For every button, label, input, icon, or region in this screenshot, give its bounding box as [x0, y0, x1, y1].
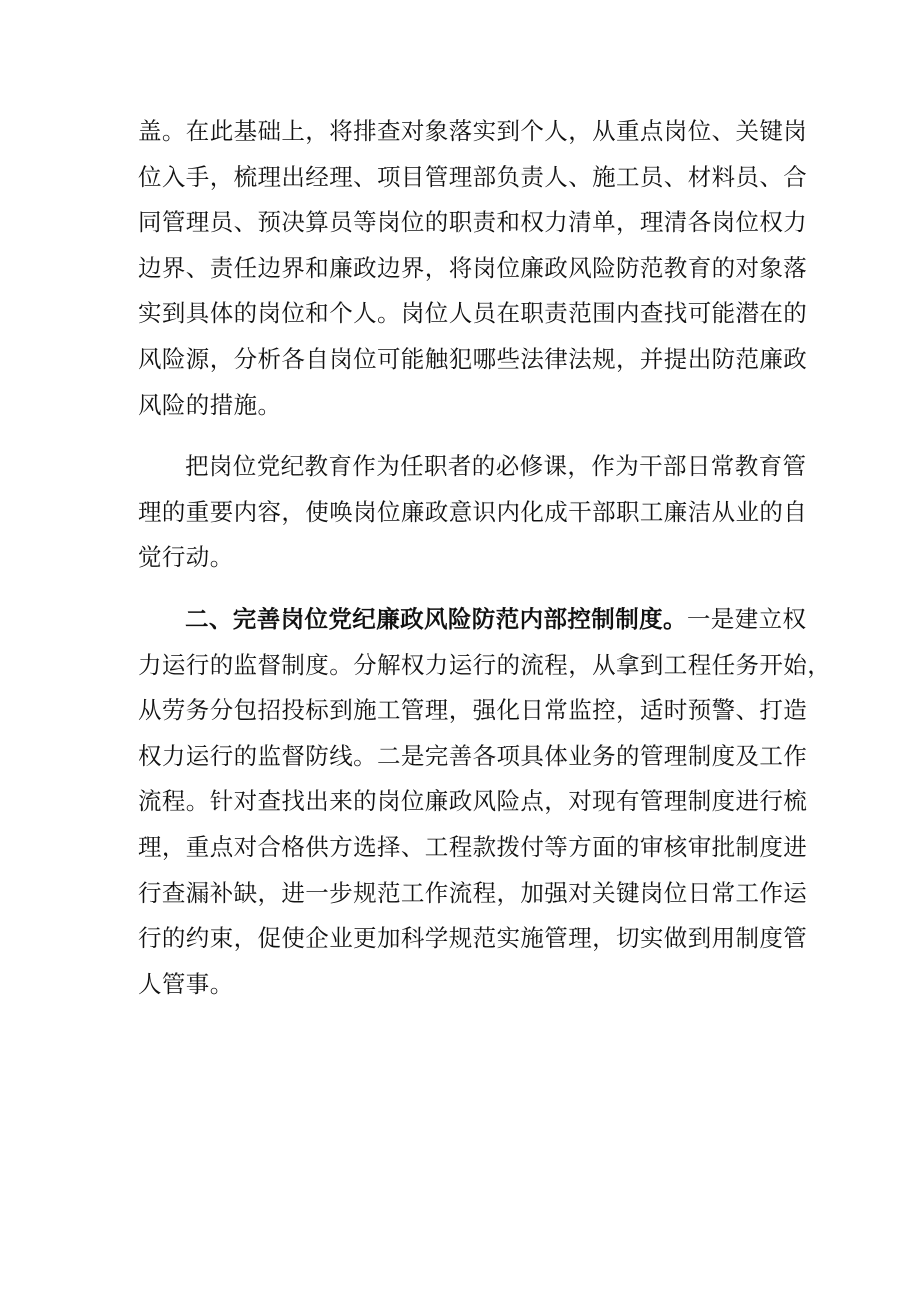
text-line: 流程。针对查找出来的岗位廉政风险点，对现有管理制度进行梳	[138, 787, 808, 816]
text-line: 力运行的监督制度。分解权力运行的流程，从拿到工程任务开始，	[138, 650, 832, 679]
text-line: 权力运行的监督防线。二是完善各项具体业务的管理制度及工作	[138, 741, 808, 770]
text-line: 理的重要内容，使唤岗位廉政意识内化成干部职工廉洁从业的自	[138, 497, 808, 526]
text-line: 行的约束，促使企业更加科学规范实施管理，切实做到用制度管	[138, 924, 808, 953]
section-heading: 二、完善岗位党纪廉政风险防范内部控制制度。	[185, 604, 687, 633]
paragraph-2	[138, 444, 808, 581]
text-line: 盖。在此基础上，将排查对象落实到个人，从重点岗位、关键岗	[138, 117, 808, 145]
document-page	[138, 109, 832, 1007]
text-line: 行查漏补缺，进一步规范工作流程，加强对关键岗位日常工作运	[138, 878, 808, 907]
text-line: 觉行动。	[138, 543, 234, 572]
text-line: 位入手，梳理出经理、项目管理部负责人、施工员、材料员、合	[138, 162, 808, 191]
text-line: 边界、责任边界和廉政边界，将岗位廉政风险防范教育的对象落	[138, 253, 808, 282]
text-line: 同管理员、预决算员等岗位的职责和权力清单，理清各岗位权力	[138, 208, 808, 237]
text-line: 理，重点对合格供方选择、工程款拨付等方面的审核审批制度进	[138, 832, 808, 861]
paragraph-1	[138, 109, 808, 428]
paragraph-3	[138, 597, 832, 1007]
paragraph-spacer	[138, 581, 788, 597]
text-line: 从劳务分包招投标到施工管理，强化日常监控，适时预警、打造	[138, 696, 808, 725]
heading-continuation: 一是建立权	[686, 604, 807, 633]
paragraph-spacer	[138, 428, 788, 444]
text-line: 实到具体的岗位和个人。岗位人员在职责范围内查找可能潜在的	[138, 299, 808, 328]
text-line: 风险源，分析各自岗位可能触犯哪些法律法规，并提出防范廉政	[138, 344, 808, 373]
text-line: 风险的措施。	[138, 390, 282, 419]
text-line: 把岗位党纪教育作为任职者的必修课，作为干部日常教育管	[185, 452, 807, 481]
text-line-first	[138, 597, 807, 643]
text-line: 人管事。	[138, 969, 234, 998]
